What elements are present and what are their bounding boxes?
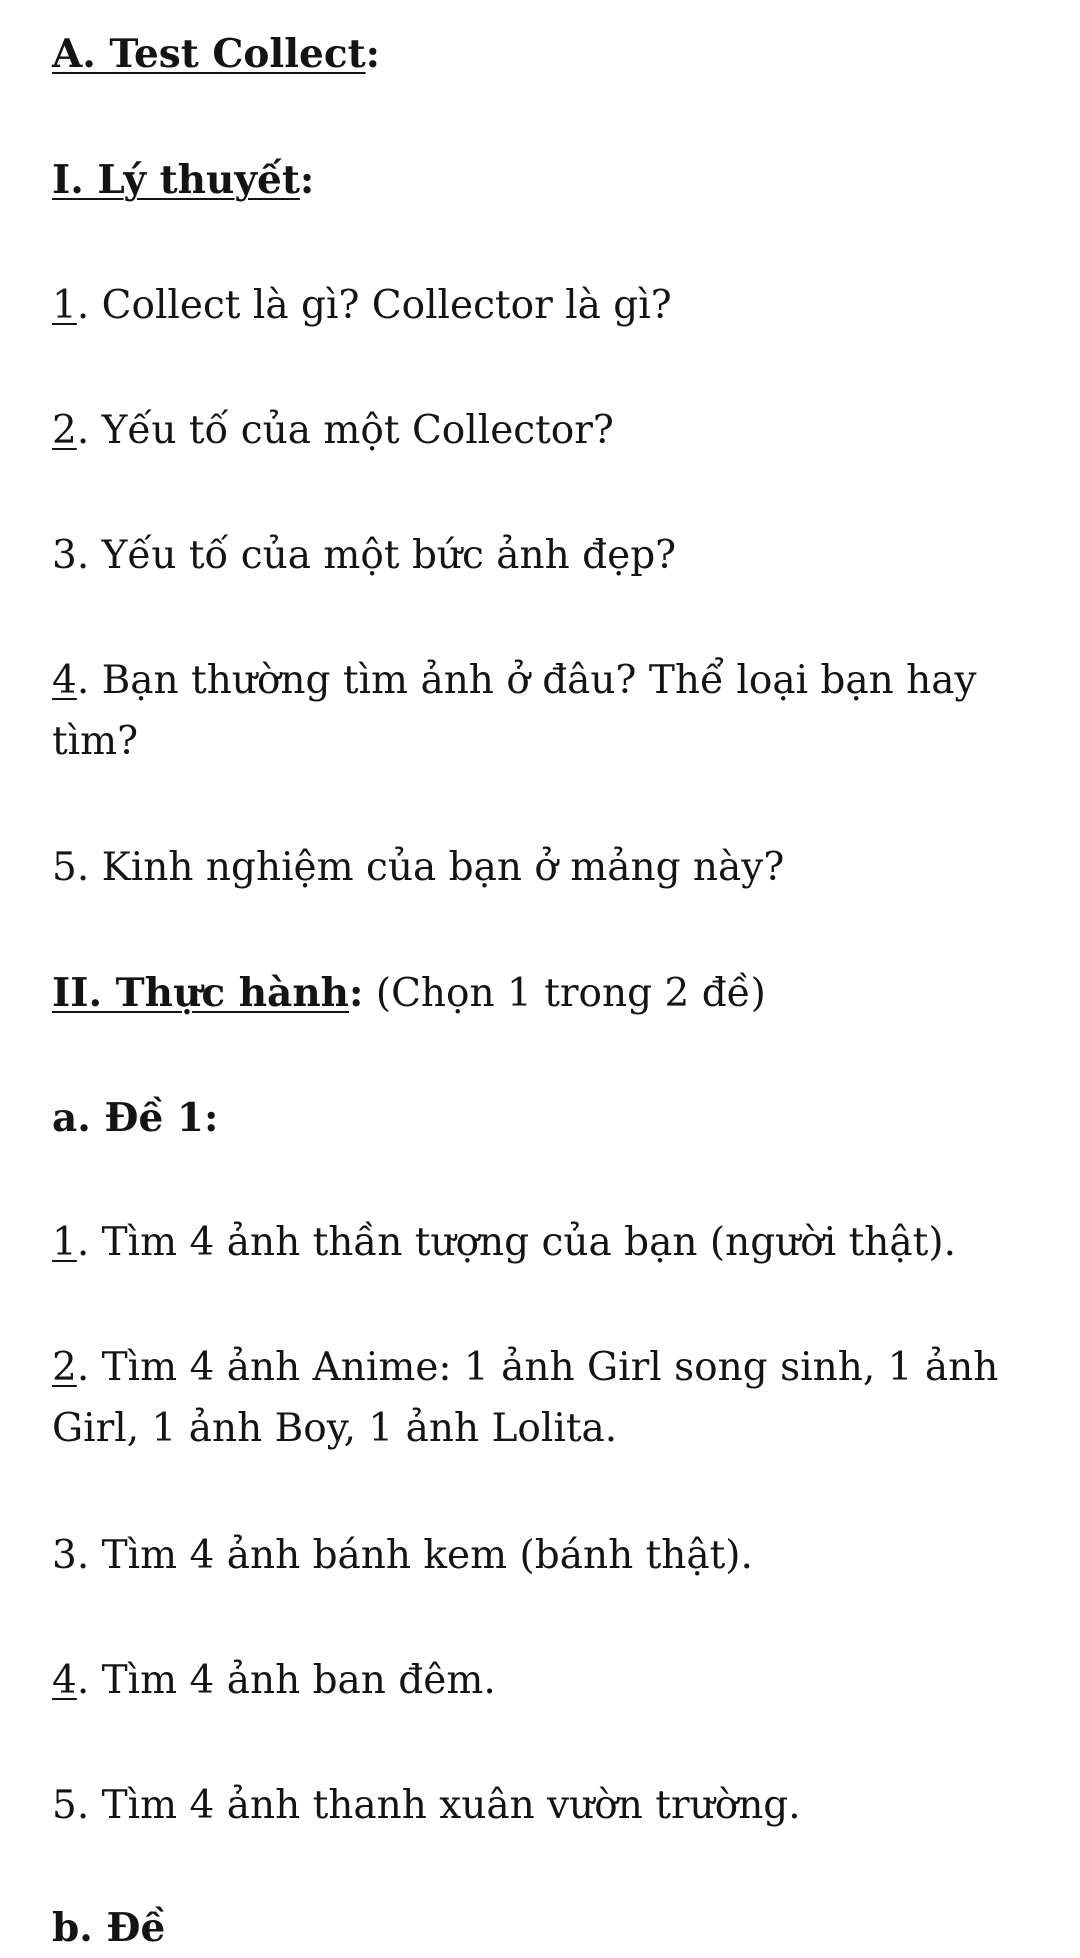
de1-item-3-num: 3 bbox=[52, 1533, 77, 1578]
theory-item-4-line-2 bbox=[52, 712, 138, 772]
theory-item-3 bbox=[52, 526, 676, 586]
practice-note: (Chọn 1 trong 2 đề) bbox=[363, 971, 766, 1016]
theory-item-2 bbox=[52, 401, 614, 461]
theory-item-1-text: . Collect là gì? Collector là gì? bbox=[76, 283, 672, 328]
theory-item-3-text: . Yếu tố của một bức ảnh đẹp? bbox=[76, 533, 677, 578]
de1-item-5-num: 5 bbox=[52, 1783, 77, 1828]
de1-item-4-text: . Tìm 4 ảnh ban đêm. bbox=[76, 1658, 496, 1703]
de1-item-4-num: 4 bbox=[52, 1658, 77, 1703]
heading-theory-text: I. Lý thuyết bbox=[52, 157, 300, 203]
theory-item-1 bbox=[52, 276, 672, 336]
theory-item-5 bbox=[52, 838, 784, 898]
de1-item-2-text-1: . Tìm 4 ảnh Anime: 1 ảnh Girl song sinh, 1 ảnh bbox=[76, 1345, 999, 1390]
de1-item-2-text-2: Girl, 1 ảnh Boy, 1 ảnh Lolita. bbox=[52, 1406, 618, 1451]
heading-practice bbox=[52, 963, 766, 1024]
de1-item-1-text: . Tìm 4 ảnh thần tượng của bạn (người thật). bbox=[76, 1220, 956, 1265]
heading-a-text: A. Test Collect bbox=[52, 31, 366, 77]
theory-item-1-num: 1 bbox=[52, 283, 77, 328]
heading-a-colon: : bbox=[365, 31, 380, 77]
de1-item-2-num: 2 bbox=[52, 1345, 77, 1390]
theory-item-4-line-1 bbox=[52, 651, 977, 711]
de1-item-4 bbox=[52, 1651, 496, 1711]
heading-de-2-text: b. Đề bbox=[52, 1905, 166, 1951]
de1-item-5 bbox=[52, 1776, 801, 1836]
de1-item-1-num: 1 bbox=[52, 1220, 77, 1265]
theory-item-4-text-1: . Bạn thường tìm ảnh ở đâu? Thể loại bạn hay bbox=[76, 658, 977, 703]
heading-practice-text: II. Thực hành bbox=[52, 970, 350, 1016]
theory-item-2-num: 2 bbox=[52, 408, 77, 453]
de1-item-1 bbox=[52, 1213, 956, 1273]
de1-item-5-text: . Tìm 4 ảnh thanh xuân vườn trường. bbox=[76, 1783, 801, 1828]
theory-item-4-num: 4 bbox=[52, 658, 77, 703]
heading-de-1 bbox=[52, 1088, 218, 1148]
heading-theory-colon: : bbox=[299, 157, 315, 203]
de1-item-3-text: . Tìm 4 ảnh bánh kem (bánh thật). bbox=[76, 1533, 753, 1578]
de1-item-2-line-1 bbox=[52, 1338, 998, 1398]
heading-de-2-partial bbox=[52, 1898, 165, 1958]
heading-de-1-text: a. Đề 1: bbox=[52, 1095, 219, 1141]
heading-theory bbox=[52, 150, 314, 210]
heading-practice-colon: : bbox=[349, 970, 364, 1016]
theory-item-5-text: . Kinh nghiệm của bạn ở mảng này? bbox=[76, 845, 785, 890]
theory-item-2-text: . Yếu tố của một Collector? bbox=[76, 408, 614, 453]
theory-item-4-text-2: tìm? bbox=[52, 719, 139, 764]
de1-item-2-line-2 bbox=[52, 1399, 617, 1459]
de1-item-3 bbox=[52, 1526, 753, 1586]
theory-item-3-num: 3 bbox=[52, 533, 77, 578]
heading-a bbox=[52, 24, 380, 84]
theory-item-5-num: 5 bbox=[52, 845, 77, 890]
